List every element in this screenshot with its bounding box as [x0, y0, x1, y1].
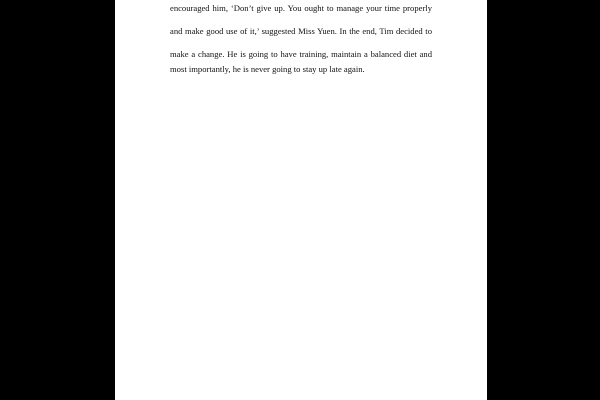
text-line: most importantly, he is never going to stay up late again.: [170, 64, 365, 74]
document-page: [115, 0, 487, 400]
text-line: encouraged him, ‘Don’t give up. You ought to manage your time properly: [170, 3, 432, 13]
text-line: and make good use of it,’ suggested Miss Yuen. In the end, Tim decided to: [170, 26, 432, 36]
text-line: make a change. He is going to have training, maintain a balanced diet and: [170, 49, 432, 59]
